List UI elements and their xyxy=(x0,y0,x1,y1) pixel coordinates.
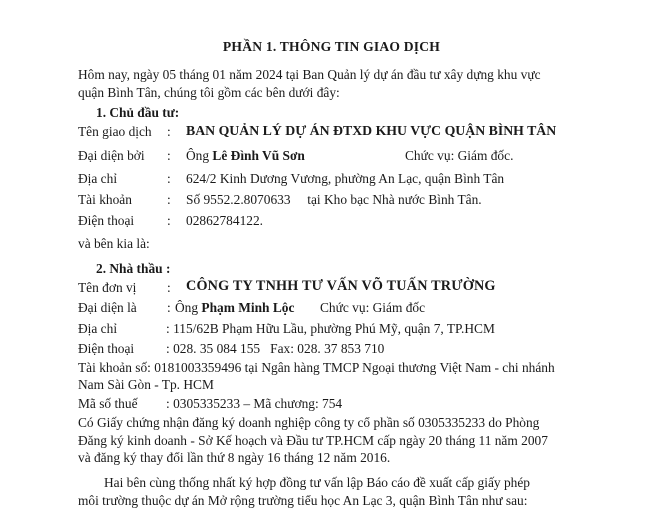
contractor-heading: 2. Nhà thầu : xyxy=(96,261,171,276)
contractor-rep xyxy=(175,299,294,316)
contractor-address: : 115/62B Phạm Hữu Lầu, phường Phú Mỹ, quận 7, TP.HCM xyxy=(166,321,495,336)
intro-line-2: quận Bình Tân, chúng tôi gồm các bên dưới đây: xyxy=(78,85,340,100)
investor-phone: 02862784122. xyxy=(186,213,263,228)
contractor-tax: : 0305335233 – Mã chương: 754 xyxy=(166,396,343,411)
investor-address: 624/2 Kinh Dương Vương, phường An Lạc, quận Bình Tân xyxy=(186,171,505,186)
investor-rep-prefix: Ông xyxy=(186,148,213,163)
contractor-rep-label: Đại diện là xyxy=(78,300,137,315)
colon: : xyxy=(167,124,171,139)
investor-rep-position: Chức vụ: Giám đốc. xyxy=(405,148,514,163)
investor-address-label: Địa chỉ xyxy=(78,171,118,186)
contractor-rep-name: Phạm Minh Lộc xyxy=(201,300,295,315)
investor-rep xyxy=(186,147,305,164)
section-title: PHẦN 1. THÔNG TIN GIAO DỊCH xyxy=(222,39,441,54)
colon: : xyxy=(167,213,171,228)
investor-account: Số 9552.2.8070633 tại Kho bạc Nhà nước Bình Tân. xyxy=(186,192,482,207)
contractor-account-line-2: Nam Sài Gòn - Tp. HCM xyxy=(78,377,214,392)
investor-heading: 1. Chủ đầu tư: xyxy=(96,105,180,120)
and-other-party: và bên kia là: xyxy=(78,236,150,251)
investor-rep-name: Lê Đình Vũ Sơn xyxy=(212,148,305,163)
colon: : xyxy=(167,192,171,207)
investor-rep-label: Đại diện bởi xyxy=(78,148,145,163)
investor-account-label: Tài khoản xyxy=(78,192,132,207)
contractor-license-line-1: Có Giấy chứng nhận đăng ký doanh nghiệp công ty cổ phần số 0305335233 do Phòng xyxy=(78,415,540,430)
contractor-account-line-1: Tài khoản số: 0181003359496 tại Ngân hàng TMCP Ngoại thương Việt Nam - chi nhánh xyxy=(78,360,555,375)
contractor-name-label: Tên đơn vị xyxy=(78,280,137,295)
contractor-tax-label: Mã số thuế xyxy=(78,396,138,411)
contractor-phone-label: Điện thoại xyxy=(78,341,135,356)
intro-line-1: Hôm nay, ngày 05 tháng 01 năm 2024 tại Ban Quản lý dự án đầu tư xây dựng khu vực xyxy=(78,67,541,82)
agreement-line-2: môi trường thuộc dự án Mở rộng trường tiểu học An Lạc 3, quận Bình Tân như sau: xyxy=(78,493,528,508)
colon: : xyxy=(167,300,171,315)
contractor-rep-prefix: Ông xyxy=(175,300,202,315)
colon: : xyxy=(167,171,171,186)
investor-name-label: Tên giao dịch xyxy=(78,124,152,139)
contractor-address-label: Địa chỉ xyxy=(78,321,118,336)
contractor-name: CÔNG TY TNHH TƯ VẤN VÕ TUẤN TRƯỜNG xyxy=(186,278,496,294)
contractor-license-line-3: và đăng ký thay đổi lần thứ 8 ngày 16 tháng 12 năm 2016. xyxy=(78,450,391,465)
investor-phone-label: Điện thoại xyxy=(78,213,135,228)
contractor-rep-position: Chức vụ: Giám đốc xyxy=(320,300,426,315)
agreement-line-1: Hai bên cùng thống nhất ký hợp đồng tư vấn lập Báo cáo đề xuất cấp giấy phép xyxy=(104,475,530,490)
investor-name: BAN QUẢN LÝ DỰ ÁN ĐTXD KHU VỰC QUẬN BÌNH TÂN xyxy=(186,123,557,138)
colon: : xyxy=(167,280,171,295)
colon: : xyxy=(167,148,171,163)
contractor-license-line-2: Đăng ký kinh doanh - Sở Kế hoạch và Đầu tư TP.HCM cấp ngày 20 tháng 11 năm 2007 xyxy=(78,433,548,448)
contractor-phone: : 028. 35 084 155 Fax: 028. 37 853 710 xyxy=(166,341,385,356)
